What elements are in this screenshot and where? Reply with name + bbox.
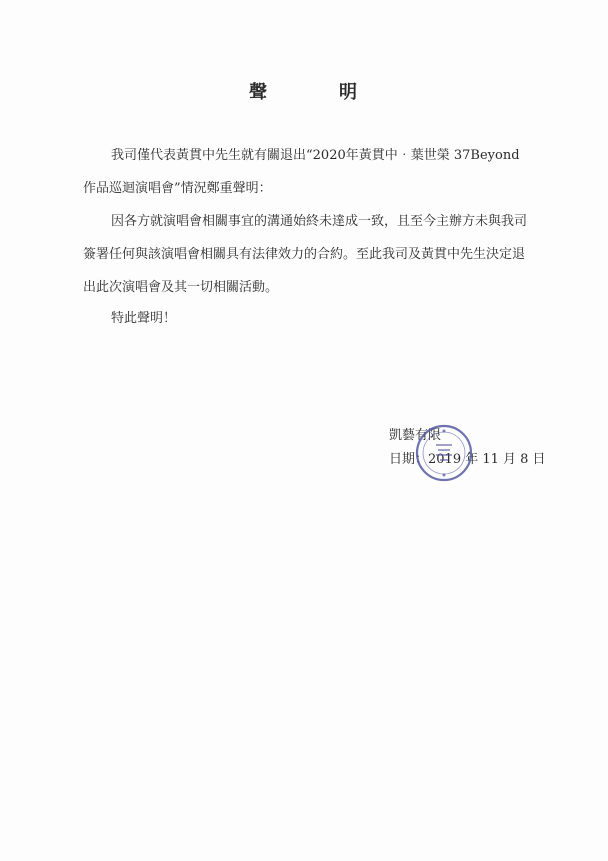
paragraph-3-text: 特此聲明！	[111, 311, 177, 326]
title-char-1: 聲	[249, 82, 269, 103]
document-title	[0, 78, 608, 104]
paragraph-2-text: 因各方就演唱會相關事宜的溝通始終未達成一致，且至今主辦方未與我司簽署任何與該演唱會相關具有法律效力的合約。至此我司及黃貫中先生決定退出此次演唱會及其一切相關活動。	[83, 214, 528, 295]
statement-paragraph-3	[83, 302, 528, 335]
statement-paragraph-1	[83, 139, 528, 205]
signature-date: 日期：2019 年 11 月 8 日	[389, 452, 546, 467]
company-seal-stamp	[414, 423, 474, 483]
statement-paragraph-2	[83, 205, 528, 304]
signature-company: 凱藝有限	[389, 428, 442, 443]
paragraph-1-text: 我司僅代表黃貫中先生就有關退出“2020年黃貫中‧葉世榮 37Beyond 作品巡迴演唱會”情況鄭重聲明：	[83, 148, 520, 196]
title-char-2: 明	[339, 82, 359, 103]
